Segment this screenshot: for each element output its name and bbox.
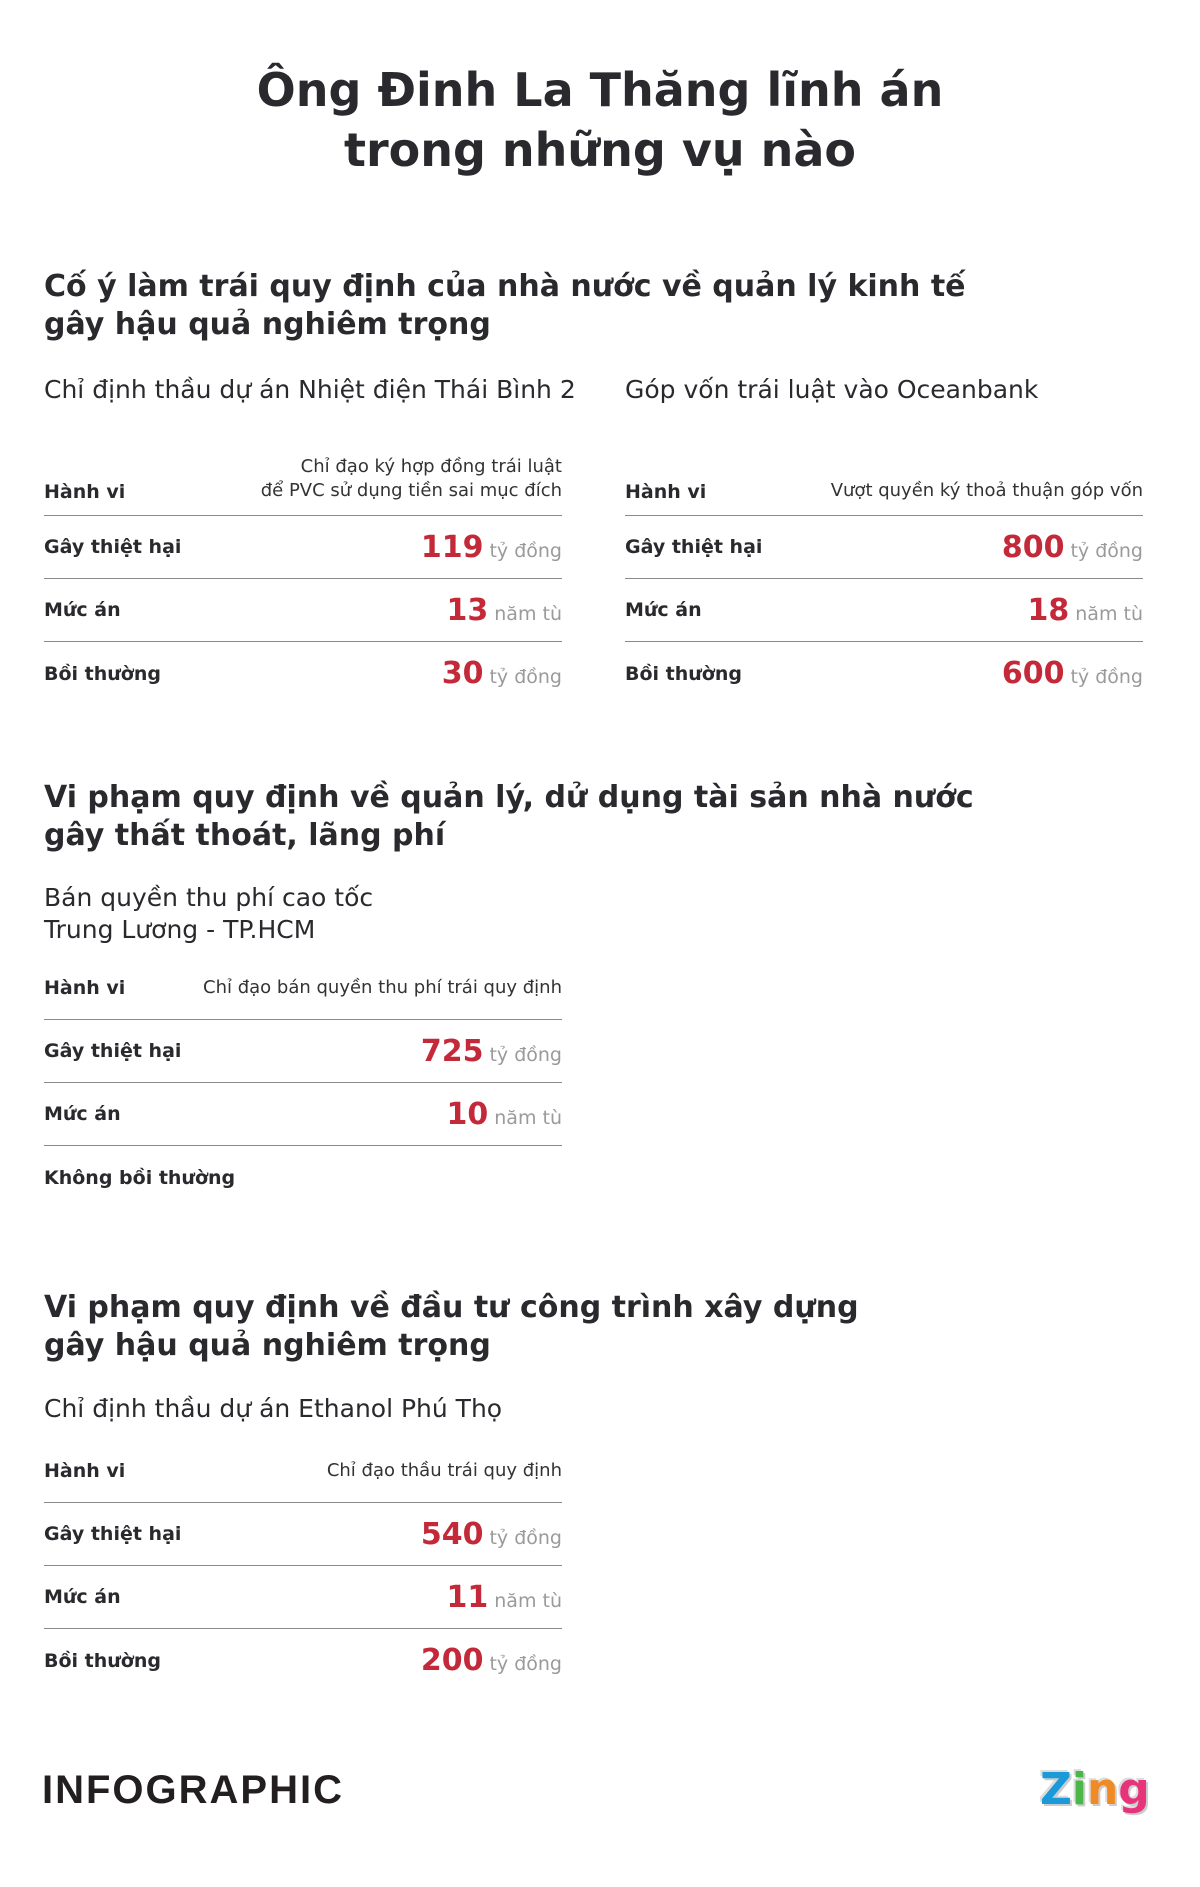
sentence-value: 10 [446,1096,489,1132]
damage-label: Gây thiệt hại [44,536,182,558]
compensation-label: Không bồi thường [44,1166,236,1189]
compensation-value: 200 [420,1643,484,1678]
sentence-unit: năm tù [494,602,562,625]
behavior-value: Chỉ đạo thầu trái quy định [326,1460,562,1481]
case-title: Chỉ định thầu dự án Nhiệt điện Thái Bình 2 [44,375,576,404]
damage-label: Gây thiệt hại [44,1523,182,1545]
compensation-unit: tỷ đồng [489,666,562,688]
sentence-label: Mức án [625,599,702,621]
case-title-line: Trung Lương - TP.HCM [44,915,316,944]
infographic-logo: INFOGRAPHIC [42,1768,344,1812]
damage-unit: tỷ đồng [489,539,562,562]
section-3-heading [44,1289,859,1365]
compensation-unit: tỷ đồng [489,1653,562,1675]
damage-unit: tỷ đồng [489,1043,562,1066]
compensation-value: 600 [1001,656,1065,691]
sentence-value: 13 [446,592,489,628]
behavior-label: Hành vi [44,1460,126,1482]
title-line-1: Ông Đinh La Thăng lĩnh án [256,63,944,117]
heading-line: Vi phạm quy định về quản lý, dử dụng tài sản nhà nước [44,780,974,815]
behavior-value: Chỉ đạo bán quyền thu phí trái quy định [203,977,562,998]
compensation-value: 30 [441,656,484,691]
case-table [625,440,1143,705]
section-2-heading [44,779,974,855]
behavior-line: Chỉ đạo ký hợp đồng trái luật [300,456,562,477]
damage-value: 725 [420,1033,484,1069]
sentence-unit: năm tù [494,1589,562,1612]
behavior-value [261,455,562,503]
damage-value: 800 [1001,529,1065,565]
case-table [44,1440,562,1692]
damage-unit: tỷ đồng [489,1526,562,1549]
compensation-label: Bồi thường [625,662,742,685]
section-1-heading [44,268,966,344]
sentence-label: Mức án [44,599,121,621]
compensation-unit: tỷ đồng [1070,666,1143,688]
case-title: Chỉ định thầu dự án Ethanol Phú Thọ [44,1394,503,1423]
case-table [44,957,562,1209]
sentence-label: Mức án [44,1586,121,1608]
behavior-line: để PVC sử dụng tiền sai mục đích [260,480,562,501]
sentence-value: 18 [1027,592,1070,628]
damage-value: 119 [420,529,484,565]
heading-line: Cố ý làm trái quy định của nhà nước về quản lý kinh tế [44,269,966,304]
case-title-line: Bán quyền thu phí cao tốc [44,883,374,912]
title-line-2: trong những vụ nào [343,123,857,177]
compensation-label: Bồi thường [44,662,161,685]
behavior-label: Hành vi [44,977,126,999]
damage-unit: tỷ đồng [1070,539,1143,562]
sentence-value: 11 [446,1579,489,1615]
sentence-unit: năm tù [1075,602,1143,625]
heading-line: gây hậu quả nghiêm trọng [44,1328,491,1363]
behavior-value: Vượt quyền ký thoả thuận góp vốn [830,480,1143,501]
behavior-label: Hành vi [625,481,707,503]
sentence-unit: năm tù [494,1106,562,1129]
damage-label: Gây thiệt hại [625,536,763,558]
case-title [44,882,373,946]
heading-line: gây hậu quả nghiêm trọng [44,307,491,342]
zing-logo: Zing [1040,1762,1150,1818]
compensation-label: Bồi thường [44,1649,161,1672]
damage-label: Gây thiệt hại [44,1040,182,1062]
case-title: Góp vốn trái luật vào Oceanbank [625,375,1039,404]
damage-value: 540 [420,1516,484,1552]
heading-line: gây thất thoát, lãng phí [44,818,446,853]
case-table [44,440,562,705]
heading-line: Vi phạm quy định về đầu tư công trình xây dựng [44,1290,859,1325]
sentence-label: Mức án [44,1103,121,1125]
page-title [0,60,1200,180]
behavior-label: Hành vi [44,481,126,503]
